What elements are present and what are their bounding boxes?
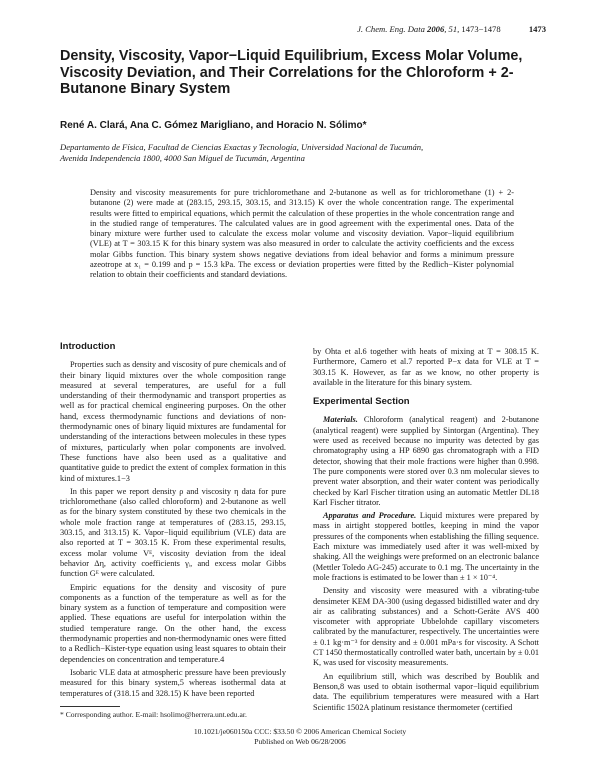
affiliation (60, 142, 540, 164)
journal-name: J. Chem. Eng. Data (357, 24, 425, 34)
paragraph-continuation: by Ohta et al.6 together with heats of mixing at T = 308.15 K. Furthermore, Camero et al.7 reported P−x data for VLE at T = 303.15 K. However, as far as we know, no other property is available in the literature for this binary system. (313, 347, 539, 387)
article-title: Density, Viscosity, Vapor−Liquid Equilibrium, Excess Molar Volume, Viscosity Deviation, and Their Correlations for the Chloroform + 2-Butanone Binary System (60, 48, 523, 97)
paragraph: Properties such as density and viscosity of pure chemicals and of their binary liquid mixtures over the whole composition range measured at several temperatures, are useful for a full understanding of their thermodynamic and transport properties as well as for practical chemical engineering purposes. On the other hand, excess thermodynamic functions and deviations of non-thermodynamic ones of binary liquid mixtures are fundamental for understanding of the interactions between molecules in these types of mixtures, particularly when polar components are involved. These functions have also been used as a qualitative and quantitative guide to predict the extent of complex formation in this kind of mixtures.1−3 (60, 360, 286, 483)
footnote-divider (60, 706, 120, 707)
materials-text: Chloroform (analytical reagent) and 2-butanone (analytical reagent) were supplied by Sintorgan (Argentina). They were used as received because no impurity was detected by gas chromatography using a HP 6890 gas chromatograph with a FID detector, showing that their mole fractions were higher than 0.998. The pure components were stored over 0.3 nm molecular sieves to prevent water absorption, and their water content was periodically checked by Karl Fischer titration using an automatic Mettler DL18 Karl Fischer titrator. (313, 415, 539, 507)
journal-volume: 51 (448, 24, 458, 34)
doi-copyright-line: 10.1021/je060150a CCC: $33.50 © 2006 American Chemical Society (193, 727, 407, 736)
left-column (60, 342, 286, 702)
publication-date-line: Published on Web 06/28/2006 (254, 736, 346, 746)
page-number: 1473 (528, 24, 546, 34)
paragraph-apparatus (313, 511, 539, 583)
journal-year: 2006 (427, 24, 445, 34)
right-column (313, 347, 539, 716)
section-heading-introduction: Introduction (60, 341, 116, 352)
paragraph: Empiric equations for the density and viscosity of pure components as a function of the temperature as well as for the binary system as a function of temperature and composition were applied. These equations are useful for interpolation within the studied temperature range. On the other hand, the excess thermodynamic properties and non-thermodynamic ones were fitted to a Redlich−Kister-type equation using least squares to obtain their dependencies on concentration and temperature.4 (60, 582, 286, 664)
paragraph: Isobaric VLE data at atmospheric pressure have been previously measured for this binary system,5 whereas isothermal data at temperatures of (318.15 and 328.15) K have been reported (60, 667, 286, 698)
runin-heading-materials: Materials. (323, 415, 358, 425)
author-list: René A. Clará, Ana C. Gómez Marigliano, and Horacio N. Sólimo* (60, 120, 367, 131)
abstract: Density and viscosity measurements for pure trichloromethane and 2-butanone as well as for trichloromethane (1) + 2-butanone (2) were made at (283.15, 293.15, 303.15, and 313.15) K over the whole concentration range. The experimental results were fitted to empirical equations, which permit the calculation of these properties in the whole concentration range and in the studied range of temperatures. The calculated values are in good agreement with the experimental ones. Data of the binary mixture were further used to calculate the excess molar volume and viscosity deviation. Vapor−liquid equilibrium (VLE) at T = 303.15 K for this binary system was also measured in order to calculate the activity coefficients and the excess molar Gibbs function. This binary system shows negative deviations from ideal behavior and forms a minimum pressure azeotrope at x₁ = 0.199 and p = 15.3 kPa. The excess or deviation properties were fitted by the Redlich−Kister polynomial relation to obtain their coefficients and standard deviations. (90, 188, 514, 280)
paragraph: An equilibrium still, which was described by Boublik and Benson,8 was used to obtain isothermal vapor−liquid equilibrium data. The equilibrium temperatures were measured with a Hart Scientific 1502A platinum resistance thermometer (certified (313, 671, 539, 712)
paragraph-materials (313, 415, 539, 508)
corresponding-author-footnote: * Corresponding author. E-mail: hsolimo@herrera.unt.edu.ar. (60, 710, 247, 719)
paragraph: In this paper we report density ρ and viscosity η data for pure trichloromethane (also called chloroform) and 2-butanone as well as for the binary system constituted by these two chemicals in the whole mole fraction range at temperatures of (283.15, 293.15, 303.15, and 313.15) K. Vapor−liquid equilibrium (VLE) data are also reported at T = 303.15 K. From these experimental results, excess molar volume Vᴱ, viscosity deviation from the ideal behavior Δη, activity coefficients γᵢ, and excess molar Gibbs function Gᴱ were calculated. (60, 486, 286, 579)
section-heading-experimental: Experimental Section (313, 396, 410, 408)
journal-pages: 1473−1478 (461, 24, 501, 34)
paragraph: Density and viscosity were measured with a vibrating-tube densimeter KEM DA-300 (using degassed bidistilled water and dry air as calibrating substances) and a Schott-Geräte AVS 400 viscometer with appropriate Ubbelohde capillary viscometers calibrated by the manufacturer, respectively. The uncertainties were ± 0.1 kg·m⁻³ for density and ± 0.001 mPa·s for viscosity. A Schott CT 1450 thermostatically controlled water bath, uncertain by ± 0.01 K, was used for viscosity measurements. (313, 586, 539, 668)
runin-heading-apparatus: Apparatus and Procedure. (323, 511, 417, 521)
apparatus-text: Liquid mixtures were prepared by mass in airtight stoppered bottles, keeping in mind the vapor pressures of the components when establishing the filling sequence. Each mixture was immediately used after it was well-mixed by shaking. All the weighings were preformed on an electronic balance (Mettler Toledo AG-245) accurate to 0.1 mg. The uncertainty in the mole fractions is estimated to be lower than ± 1 × 10⁻⁴. (313, 511, 540, 582)
page-footer (0, 727, 600, 746)
running-head: J. Chem. Eng. Data 2006, 51, 1473−1478 1473 (357, 24, 546, 34)
affiliation-line: Departamento de Física, Facultad de Ciencias Exactas y Tecnología, Universidad Nacional de Tucumán, (60, 142, 424, 152)
affiliation-line: Avenida Independencia 1800, 4000 San Miguel de Tucumán, Argentina (60, 153, 305, 163)
